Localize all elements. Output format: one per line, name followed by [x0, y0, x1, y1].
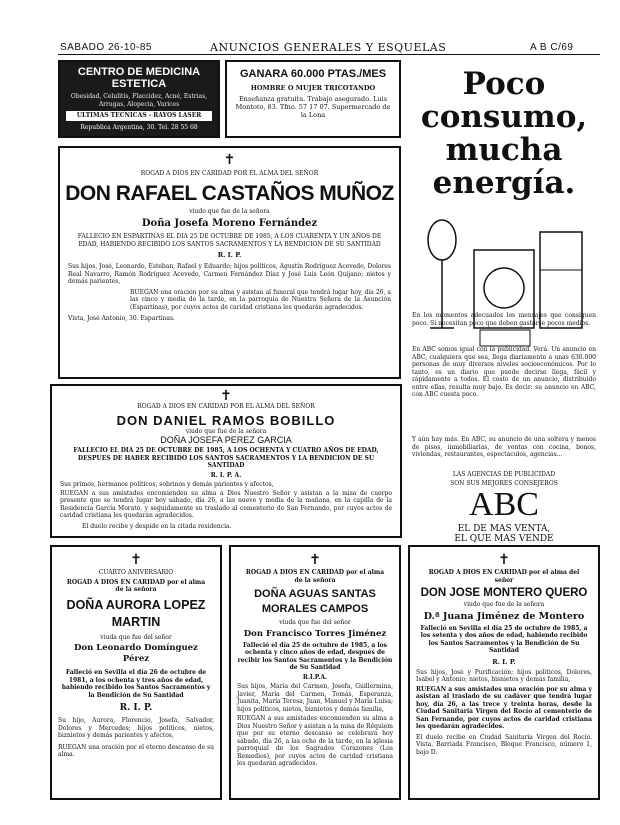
esq2-family: Sus primos, hermanos políticos, sobrinos y demás parientes y afectos, [60, 481, 274, 488]
esq4-rip: R.I.P.A. [302, 673, 328, 681]
ad-abc-slogan2: EL QUE MAS VENDE [454, 534, 554, 544]
header-rule [58, 54, 600, 55]
cross-icon: ✝ [130, 552, 142, 568]
ad-abc-p1: En los momentos adecuados los mensajes que consiguen poco. Sí necesitan poco que deben gastarse pocos medios. [412, 312, 596, 327]
esq2-fallecio: FALLECIO EL DIA 25 DE OCTUBRE DE 1985, A LOS OCHENTA Y CUATRO AÑOS DE EDAD, DESPUES DE HABER RECIBIDO LOS SANTOS SACRAMENTOS Y LA BENDICION DE SU SANTIDAD [73, 447, 379, 469]
ad-abc-tag1: LAS AGENCIAS DE PUBLICIDAD [452, 471, 556, 478]
esq4-fallecio: Falleció el día 25 de octubre de 1985, a los ochenta y cinco años de edad, después de recibir los Santos Sacramentos y la Bendición de Su Santidad [237, 641, 393, 671]
esq2-ruega: ROGAD A DIOS EN CARIDAD POR EL ALMA DEL SEÑOR [137, 403, 315, 410]
esq4-viudo: viuda que fue del señor [279, 619, 351, 626]
ad-ganara-subtitle: HOMBRE O MUJER TRICOTANDO [250, 84, 376, 92]
esq1-viudo: viudo que fue de la señora [189, 207, 270, 215]
ad-medicina [58, 60, 220, 138]
cross-icon: ✝ [223, 152, 236, 168]
ad-medicina-title: CENTRO DE MEDICINA ESTETICA [77, 66, 201, 90]
ad-ganara [225, 60, 401, 138]
esquela-castanos [58, 146, 401, 379]
ad-abc-slogan1: EL DE MAS VENTA, [457, 524, 551, 534]
esq1-ruegan: RUEGAN una oración por su alma y asistan al funeral que tendrá lugar hoy, día 26, a las cinco y media de la tarde, en la parroquia de Nuestra Señora de la Asunción (Espartinas), por cuyos actos de caridad cristiana les quedarán agradecidos. [130, 288, 391, 311]
section-title: ANUNCIOS GENERALES Y ESQUELAS [210, 41, 447, 54]
esq3-fallecio: Falleció en Sevilla el día 26 de octubre de 1981, a los ochenta y tres años de edad, habiendo recibido los Santos Sacramentos y la Bendición de Su Santidad [61, 669, 211, 699]
esq1-rip: R. I. P. [217, 251, 242, 259]
page-number: A B C/69 [530, 42, 574, 53]
esq5-spouse: D.ª Juana Jiménez de Montero [423, 610, 585, 622]
esq3-family: Su hijo, Aurora, Florencio, Josefa, Salvador, Dolores y Mercedes; hijos políticos, nietos, biznietos y demás parientes y afectos, [58, 717, 214, 739]
esq1-ruega: ROGAD A DIOS EN CARIDAD POR EL ALMA DEL SEÑOR [140, 170, 319, 177]
esq5-viudo: viudo que fue de la señora [463, 601, 545, 608]
esq5-name: DON JOSE MONTERO QUERO [420, 587, 588, 599]
esq1-fallecio: FALLECIO EN ESPARTINAS EL DIA 25 DE OCTUBRE DE 1985, A LOS CUARENTA Y UN AÑOS DE EDAD, HABIENDO RECIBIDO LOS SANTOS SACRAMENTOS Y LA BENDICION DE SU SANTIDAD [77, 233, 382, 248]
esq5-duelo: El duelo recibe en Ciudad Sanitaria Virgen del Rocío. Vista, Barriada Francisco, Bloque Francisco, número 1, bajo D. [416, 733, 592, 756]
esq5-family: Sus hijos, José y Purificación; hijos políticos, Dolores, Isabel y Antonio; nietos, bisnietos y demás familia, [416, 668, 592, 683]
esquela-lopez [50, 545, 222, 800]
appliances-illustration [418, 210, 590, 360]
esq2-duelo: El duelo recibe y despide en la citada residencia. [82, 522, 232, 530]
esq4-spouse: Don Francisco Torres Jiménez [243, 628, 387, 639]
esquela-morales [229, 545, 401, 800]
ad-ganara-title: GANARA 60.000 PTAS./MES [239, 68, 387, 80]
esq5-ruega: ROGAD A DIOS EN CARIDAD por el alma del señor [428, 569, 580, 584]
esquela-montero [408, 545, 600, 800]
esq4-ruega: ROGAD A DIOS EN CARIDAD por el alma de la señora [245, 569, 385, 584]
esq3-ruegan: RUEGAN una oración por el eterno descanso de su alma. [58, 743, 214, 758]
esq4-ruegan: RUEGAN a sus amistades encomienden su alma a Dios Nuestro Señor y asistan a la misa de Réquiem que por su eterno descanso se celebrará hoy sábado, día 26, a las ocho de la tarde, en la iglesia parroquial de los Sagrados Corazones (Los Remedios), por cuyos actos de caridad cristiana les quedarán agradecidos. [237, 715, 393, 767]
ad-medicina-address: Republica Argentina, 30. Tel. 28 55 68 [80, 123, 198, 131]
ad-abc-tag2: SON SUS MEJORES CONSEJEROS [450, 480, 558, 487]
ad-medicina-services: Obesidad, Celulitis, Flaccidez, Acné, Estrias, Arrugas, Alopecia, Varices [70, 93, 208, 108]
esq5-ruegan: RUEGAN a sus amistades una oración por su alma y asistan al traslado de su cadáver que tendrá lugar hoy, día 26, a las trece y treinta horas, desde la Ciudad Sanitaria Virgen del Rocío al cementerio de San Fernando, por cuyos actos de caridad cristiana les quedarán agradecidos. [416, 685, 592, 730]
ad-abc [408, 60, 600, 544]
esq3-viudo: viuda que fue del señor [100, 633, 172, 641]
esq4-name: DOÑA AGUAS SANTAS MORALES CAMPOS [254, 588, 376, 615]
esq5-fallecio: Falleció en Sevilla el día 25 de octubre de 1985, a los setenta y dos años de edad, habiendo recibido los Santos Sacramentos y la Bendición de Su Santidad [420, 624, 588, 654]
ad-abc-p3: Y aún hay más. En ABC, su anuncio de una soltera y menos de pisos, inmobiliarias, de ventas con cocina, bonos, viviendas, restaurantes, espectáculos, agencias... [412, 436, 596, 458]
esq2-rip: R. I. P. A. [210, 471, 242, 479]
esq3-rip: R. I. P. [119, 703, 153, 713]
date: SABADO 26-10-85 [60, 42, 152, 53]
esq3-aniv: CUARTO ANIVERSARIO [98, 569, 174, 576]
esq3-ruega: ROGAD A DIOS EN CARIDAD por el alma de la señora [66, 578, 206, 593]
ad-abc-headline: Poco consumo, mucha energía. [420, 66, 588, 201]
esq2-ruegan: RUEGAN a sus amistades encomienden su alma a Dios Nuestro Señor y asistan a la misa de cuerpo presente que se tendrá lugar hoy sábado, día 26, a las nueve y media de la mañana, en la capilla de la Residencia García Morato, y seguidamente su traslado al cementerio de San Fernando, por cuyos actos de caridad cristiana les quedarán agradecidos. [60, 489, 392, 519]
esq1-spouse: Doña Josefa Moreno Fernández [141, 218, 318, 229]
esq1-family: Sus hijos, José, Leonardo, Esteban, Rafael y Eduardo; hijos políticos, Agustín Rodríguez Acevedo, Dolores Real Navarro, Ramón Rodríguez Acevedo, Carmen Fernández Díaz y José Luis León Quijano; nietos y demás parientes, [68, 263, 391, 285]
esq2-spouse: DOÑA JOSEFA PEREZ GARCIA [160, 435, 292, 445]
cross-icon: ✝ [309, 552, 321, 568]
cross-icon: ✝ [498, 552, 510, 568]
esq3-spouse: Don Leonardo Domínguez Pérez [74, 643, 198, 664]
esq2-name: DON DANIEL RAMOS BOBILLO [116, 412, 336, 428]
ad-ganara-body: Enseñanza gratuita. Trabajo asegurado. Luis Montoto, 83. Tfno. 57 17 07. Supermercado de la Lona [235, 95, 391, 119]
abc-logo: ABC [469, 486, 539, 523]
esq4-family: Sus hijos, María del Carmen, Josefa, Guillermina, Javier, María del Carmen, Tomás, Esperanza, Juanita, María Teresa, Juan, Manuel y María Luisa; hijos políticos, nietos, biznietos y demás familia, [237, 683, 393, 713]
esquela-ramos [50, 384, 402, 538]
ad-abc-p2: En ABC somos igual con la publicidad. Verá. Un anuncio en ABC, cualquiera que sea, llega diariamente a unas 630.000 personas de muy diversos niveles socioeconómicos. Por lo tanto, es un diario que puede decirse llega, fácil y rápidamente a todos. El costo de un anuncio, distribuido entre ellas, resulta muy bajo. Es decir: su anuncio en ABC, con ABC cuesta poco. [412, 346, 596, 398]
cross-icon: ✝ [220, 388, 232, 404]
esq3-name: DOÑA AURORA LOPEZ MARTIN [66, 597, 206, 629]
esq1-address: Vista, José Antonio, 30. Espartinas. [68, 315, 175, 322]
esq2-viudo: viudo que fue de la señora [185, 427, 267, 435]
ad-medicina-band: ULTIMAS TECNICAS - RAYOS LASER [66, 111, 212, 121]
esq5-rip: R. I. P. [492, 657, 516, 666]
esq1-name: DON RAFAEL CASTAÑOS MUÑOZ [65, 181, 394, 205]
